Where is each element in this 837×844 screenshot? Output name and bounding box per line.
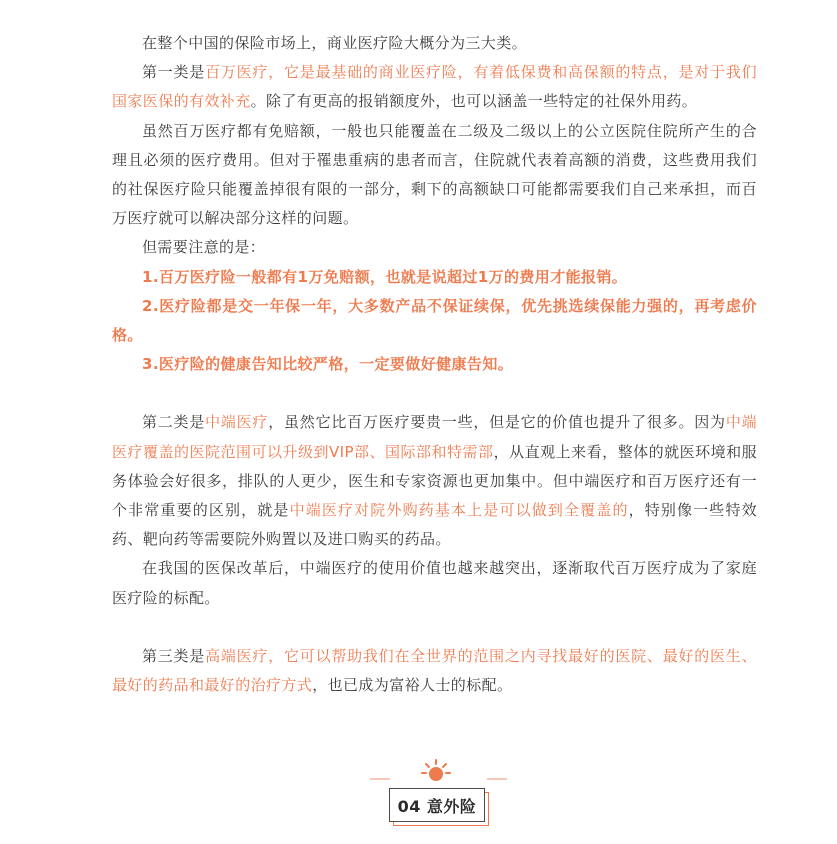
category-two-highlight-drugs: 中端医疗对院外购药基本上是可以做到全覆盖的 bbox=[289, 501, 629, 520]
category-three-lead: 第三类是 bbox=[142, 646, 206, 665]
paragraph-reform: 在我国的医保改革后，中端医疗的使用价值也越来越突出，逐渐取代百万医疗成为了家庭医疗险的标配。 bbox=[112, 559, 757, 607]
category-three-tail: ，也已成为富裕人士的标配。 bbox=[312, 676, 513, 695]
article-body bbox=[112, 29, 757, 700]
note-item: 3.医疗险的健康告知比较严格，一定要做好健康告知。 bbox=[142, 355, 514, 374]
category-one-tail: 。除了有更高的报销额度外，也可以涵盖一些特定的社保外用药。 bbox=[250, 92, 698, 111]
paragraph-category-one bbox=[112, 58, 757, 116]
category-one-lead: 第一类是 bbox=[142, 63, 206, 82]
paragraph-category-three bbox=[112, 642, 757, 700]
category-two-highlight-hospitals: 中端医疗覆盖的医院范围可以升级到VIP部、国际部和特需部 bbox=[112, 413, 757, 461]
section-header bbox=[383, 758, 493, 824]
note-item: 1.百万医疗险一般都有1万免赔额，也就是说超过1万的费用才能报销。 bbox=[142, 267, 628, 286]
category-one-highlight: 百万医疗，它是最基础的商业医疗险，有着低保费和高保额的特点，是对于我们国家医保的有效补充 bbox=[112, 63, 757, 111]
category-two-name: 中端医疗 bbox=[205, 413, 269, 432]
sun-icon bbox=[421, 758, 451, 784]
paragraph-intro: 在整个中国的保险市场上，商业医疗险大概分为三大类。 bbox=[142, 34, 528, 52]
note-item: 2.医疗险都是交一年保一年，大多数产品不保证续保，优先挑选续保能力强的，再考虑价格。 bbox=[112, 296, 757, 345]
paragraph-deductible: 虽然百万医疗都有免赔额，一般也只能覆盖在二级及二级以上的公立医院住院所产生的合理且必须的医疗费用。但对于罹患重病的患者而言，住院就代表着高额的消费，这些费用我们的社保医疗险只能覆盖掉很有限的一部分，剩下的高额缺口可能都需要我们自己来承担，而百万医疗就可以解决部分这样的问题。 bbox=[112, 121, 757, 228]
category-two-text: ，虽然它比百万医疗要贵一些，但是它的价值也提升了很多。因为 bbox=[268, 413, 726, 432]
category-three-highlight: 高端医疗，它可以帮助我们在全世界的范围之内寻找最好的医院、最好的医生、最好的药品和最好的治疗方式 bbox=[112, 646, 757, 695]
paragraph-notice-lead: 但需要注意的是： bbox=[142, 238, 266, 257]
section-title-box bbox=[389, 788, 485, 822]
category-two-text-2: ，从直观上来看，整体的就医环境和服务体验会好很多，排队的人更少，医生和专家资源也更加集中。但中端医疗和百万医疗还有一个非常重要的区别，就是 bbox=[112, 442, 757, 520]
category-two-tail: ，特别像一些特效药、靶向药等需要院外购置以及进口购买的药品。 bbox=[112, 501, 757, 549]
paragraph-category-two bbox=[112, 408, 757, 554]
category-two-lead: 第二类是 bbox=[142, 413, 206, 432]
section-title: 04 意外险 bbox=[397, 796, 477, 816]
